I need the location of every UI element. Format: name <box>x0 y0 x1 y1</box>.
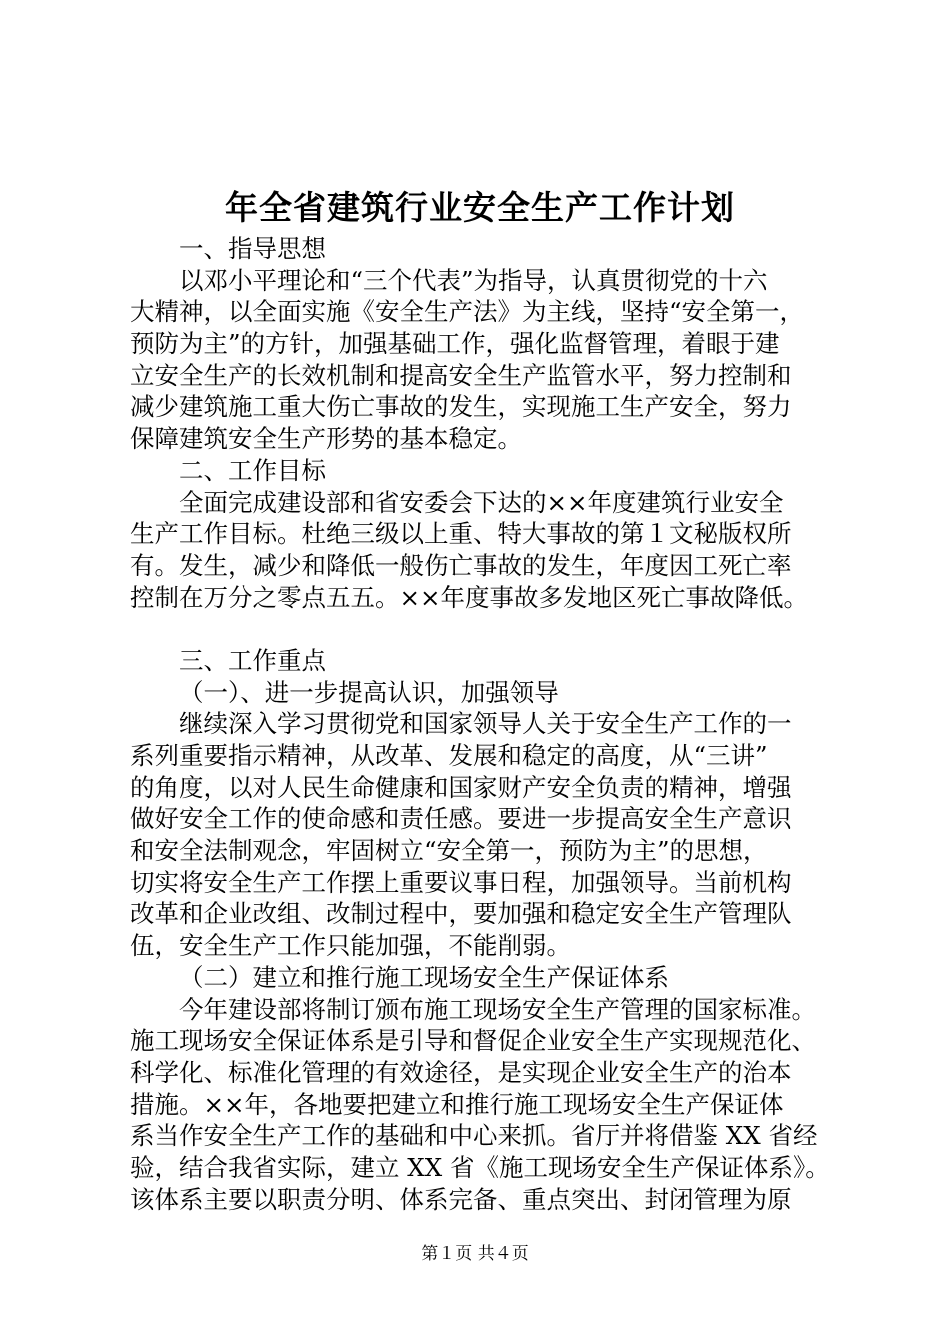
section-1-heading: 一、指导思想 <box>179 234 326 263</box>
subsection-1-heading: （一）、进一步提高认识，加强领导 <box>179 677 559 707</box>
paragraph-line: 改革和企业改组、改制过程中，要加强和稳定安全生产管理队 <box>130 899 792 929</box>
subsection-1-paragraph <box>130 708 855 962</box>
paragraph-line: 伍，安全生产工作只能加强，不能削弱。 <box>130 931 571 961</box>
paragraph-line: 保障建筑安全生产形势的基本稳定。 <box>130 424 522 454</box>
subsection-2-paragraph <box>130 994 855 1216</box>
paragraph-line: 和安全法制观念，牢固树立“安全第一，预防为主”的思想， <box>130 836 768 866</box>
paragraph-line: 施工现场安全保证体系是引导和督促企业安全生产实现规范化、 <box>130 1026 816 1056</box>
paragraph-line: 有。发生，减少和降低一般伤亡事故的发生，年度因工死亡率 <box>130 550 792 580</box>
paragraph-line: 立安全生产的长效机制和提高安全生产监管水平，努力控制和 <box>130 360 792 390</box>
paragraph-line: 切实将安全生产工作摆上重要议事日程，加强领导。当前机构 <box>130 867 792 897</box>
paragraph-line: 以邓小平理论和“三个代表”为指导，认真贯彻党的十六 <box>179 265 768 295</box>
paragraph-line: 减少建筑施工重大伤亡事故的发生，实现施工生产安全，努力 <box>130 392 792 422</box>
paragraph-line: 科学化、标准化管理的有效途径，是实现企业安全生产的治本 <box>130 1057 792 1087</box>
paragraph-line: 全面完成建设部和省安委会下达的××年度建筑行业安全 <box>179 487 784 517</box>
paragraph-line: 做好安全工作的使命感和责任感。要进一步提高安全生产意识 <box>130 804 792 834</box>
paragraph-line: 系列重要指示精神，从改革、发展和稳定的高度，从“三讲” <box>130 741 768 770</box>
paragraph-line: 生产工作目标。杜绝三级以上重、特大事故的第１文秘版权所 <box>130 519 792 549</box>
paragraph-line: 系当作安全生产工作的基础和中心来抓。省厅并将借鉴 XX 省经 <box>130 1121 818 1151</box>
paragraph-line: 验，结合我省实际，建立 XX 省《施工现场安全生产保证体系》。 <box>130 1152 830 1182</box>
paragraph-line: 继续深入学习贯彻党和国家领导人关于安全生产工作的一 <box>179 709 792 739</box>
paragraph-line: 大精神，以全面实施《安全生产法》为主线，坚持“安全第一， <box>130 297 805 327</box>
document-body <box>130 233 855 1215</box>
section-1-paragraph <box>130 265 855 455</box>
section-2-paragraph <box>130 487 855 614</box>
paragraph-line: 预防为主”的方针，加强基础工作，强化监督管理，着眼于建 <box>130 329 780 359</box>
document-title: 年全省建筑行业安全生产工作计划 <box>225 188 735 227</box>
section-2-heading: 二、工作目标 <box>179 455 326 485</box>
page-footer: 第１页 共４页 <box>421 1244 529 1264</box>
paragraph-line: 措施。××年，各地要把建立和推行施工现场安全生产保证体 <box>130 1089 784 1119</box>
subsection-2-heading: （二）建立和推行施工现场安全生产保证体系 <box>179 962 669 992</box>
paragraph-line: 控制在万分之零点五五。××年度事故多发地区死亡事故降低。 <box>130 582 809 612</box>
section-3-heading: 三、工作重点 <box>179 645 326 675</box>
paragraph-line: 今年建设部将制订颁布施工现场安全生产管理的国家标准。 <box>179 994 816 1024</box>
blank-line <box>130 613 855 645</box>
paragraph-line: 该体系主要以职责分明、体系完备、重点突出、封闭管理为原 <box>130 1184 792 1214</box>
paragraph-line: 的角度，以对人民生命健康和国家财产安全负责的精神，增强 <box>130 772 792 802</box>
